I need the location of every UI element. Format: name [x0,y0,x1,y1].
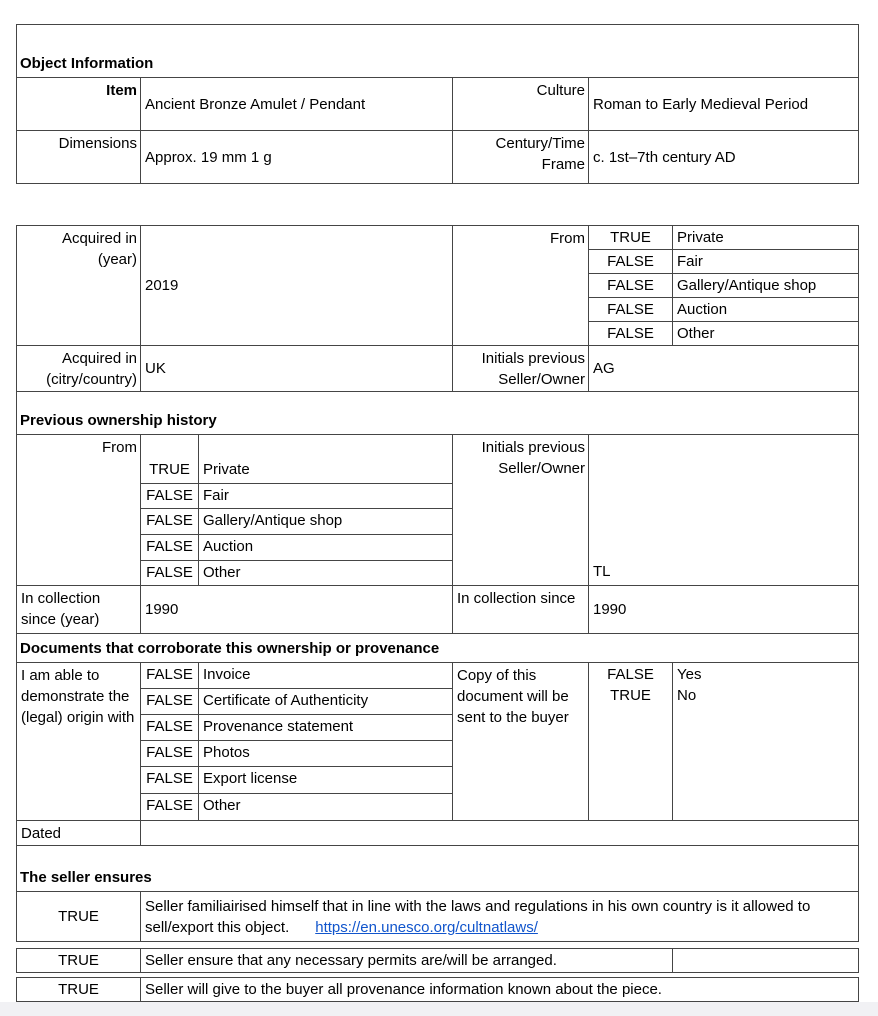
table-row [17,663,859,689]
seller-ensures-flag: TRUE [17,949,141,973]
prev-from-option-label: Gallery/Antique shop [199,509,453,535]
copy-option-flag: TRUE [610,687,651,704]
table-row [17,226,859,250]
object-information-table [16,24,859,184]
culture-value: Roman to Early Medieval Period [589,78,859,131]
page-bottom-edge [0,1002,878,1016]
copy-option-labels [673,663,859,821]
seller-ensures-row2-table [16,948,859,973]
document-option-flag: FALSE [141,689,199,715]
document-option-flag: FALSE [141,794,199,821]
copy-option-label: Yes [677,666,702,683]
document-option-label: Invoice [199,663,453,689]
seller-ensures-flag: TRUE [17,978,141,1002]
prev-from-option-label: Private [199,435,453,484]
prev-initials-label: Initials previous Seller/Owner [453,435,589,586]
seller-ensures-text: Seller ensure that any necessary permits are/will be arranged. [141,949,673,973]
table-row [17,821,859,846]
acquisition-ownership-table [16,225,859,942]
initials-label: Initials previous Seller/Owner [453,346,589,392]
from-option-flag: TRUE [589,226,673,250]
table-row [17,392,859,435]
section-title-documents: Documents that corroborate this ownership or provenance [17,634,859,663]
initials-value: AG [589,346,859,392]
section-title-seller-ensures: The seller ensures [17,846,859,892]
table-row [17,978,859,1002]
document-option-label: Export license [199,767,453,794]
prev-from-option-flag: FALSE [141,484,199,509]
prev-from-option-flag: FALSE [141,561,199,586]
acquired-place-label: Acquired in (citry/country) [17,346,141,392]
table-row [17,586,859,634]
dated-label: Dated [17,821,141,846]
from-label: From [453,226,589,346]
from-option-label: Auction [673,298,859,322]
dimensions-value: Approx. 19 mm 1 g [141,131,453,184]
item-value: Ancient Bronze Amulet / Pendant [141,78,453,131]
unesco-link[interactable]: https://en.unesco.org/cultnatlaws/ [315,918,538,936]
table-row [17,892,859,942]
from-option-label: Fair [673,250,859,274]
seller-ensures-text: Seller familiairised himself that in line with the laws and regulations in his own country is it allowed to sell/export this object. [145,897,811,936]
from-option-flag: FALSE [589,298,673,322]
from-option-flag: FALSE [589,250,673,274]
document-option-flag: FALSE [141,663,199,689]
document-option-label: Certificate of Authenticity [199,689,453,715]
seller-ensures-flag: TRUE [17,892,141,942]
from-option-flag: FALSE [589,322,673,346]
prev-from-option-flag: TRUE [141,435,199,484]
table-row [17,346,859,392]
prev-initials-value: TL [589,435,859,586]
seller-ensures-text: Seller will give to the buyer all provenance information known about the piece. [141,978,859,1002]
table-row [17,435,859,484]
in-collection-since-label: In collection since [453,586,589,634]
seller-ensures-row3-table [16,977,859,1002]
dimensions-label: Dimensions [17,131,141,184]
empty-cell [673,949,859,973]
acquired-year-label: Acquired in (year) [17,226,141,346]
table-row [17,25,859,78]
from-option-label: Other [673,322,859,346]
from-option-label: Private [673,226,859,250]
table-row [17,634,859,663]
seller-ensures-statement [141,892,859,942]
document-option-flag: FALSE [141,767,199,794]
table-row [17,846,859,892]
document-option-flag: FALSE [141,741,199,767]
document-option-label: Other [199,794,453,821]
table-row [17,131,859,184]
table-row [17,949,859,973]
document-option-flag: FALSE [141,715,199,741]
document-option-label: Provenance statement [199,715,453,741]
from-option-label: Gallery/Antique shop [673,274,859,298]
prev-from-option-label: Auction [199,535,453,561]
prev-from-option-label: Other [199,561,453,586]
document-option-label: Photos [199,741,453,767]
prev-from-label: From [17,435,141,586]
in-collection-since-value: 1990 [589,586,859,634]
in-collection-year-label: In collection since (year) [17,586,141,634]
section-title-previous-ownership: Previous ownership history [17,392,859,435]
copy-to-buyer-label: Copy of this document will be sent to the buyer [453,663,589,821]
copy-option-flag: FALSE [607,666,654,683]
acquired-place-value: UK [141,346,453,392]
dated-value-empty [141,821,859,846]
table-row [17,78,859,131]
prev-from-option-label: Fair [199,484,453,509]
in-collection-year-value: 1990 [141,586,453,634]
item-label: Item [17,78,141,131]
provenance-form-document [16,24,858,1002]
copy-option-label: No [677,687,697,704]
timeframe-value: c. 1st–7th century AD [589,131,859,184]
section-title-object-information: Object Information [17,25,859,78]
from-option-flag: FALSE [589,274,673,298]
prev-from-option-flag: FALSE [141,535,199,561]
culture-label: Culture [453,78,589,131]
copy-option-flags [589,663,673,821]
acquired-year-value: 2019 [141,226,453,346]
timeframe-label: Century/Time Frame [453,131,589,184]
prev-from-option-flag: FALSE [141,509,199,535]
demonstrate-label: I am able to demonstrate the (legal) origin with [17,663,141,821]
